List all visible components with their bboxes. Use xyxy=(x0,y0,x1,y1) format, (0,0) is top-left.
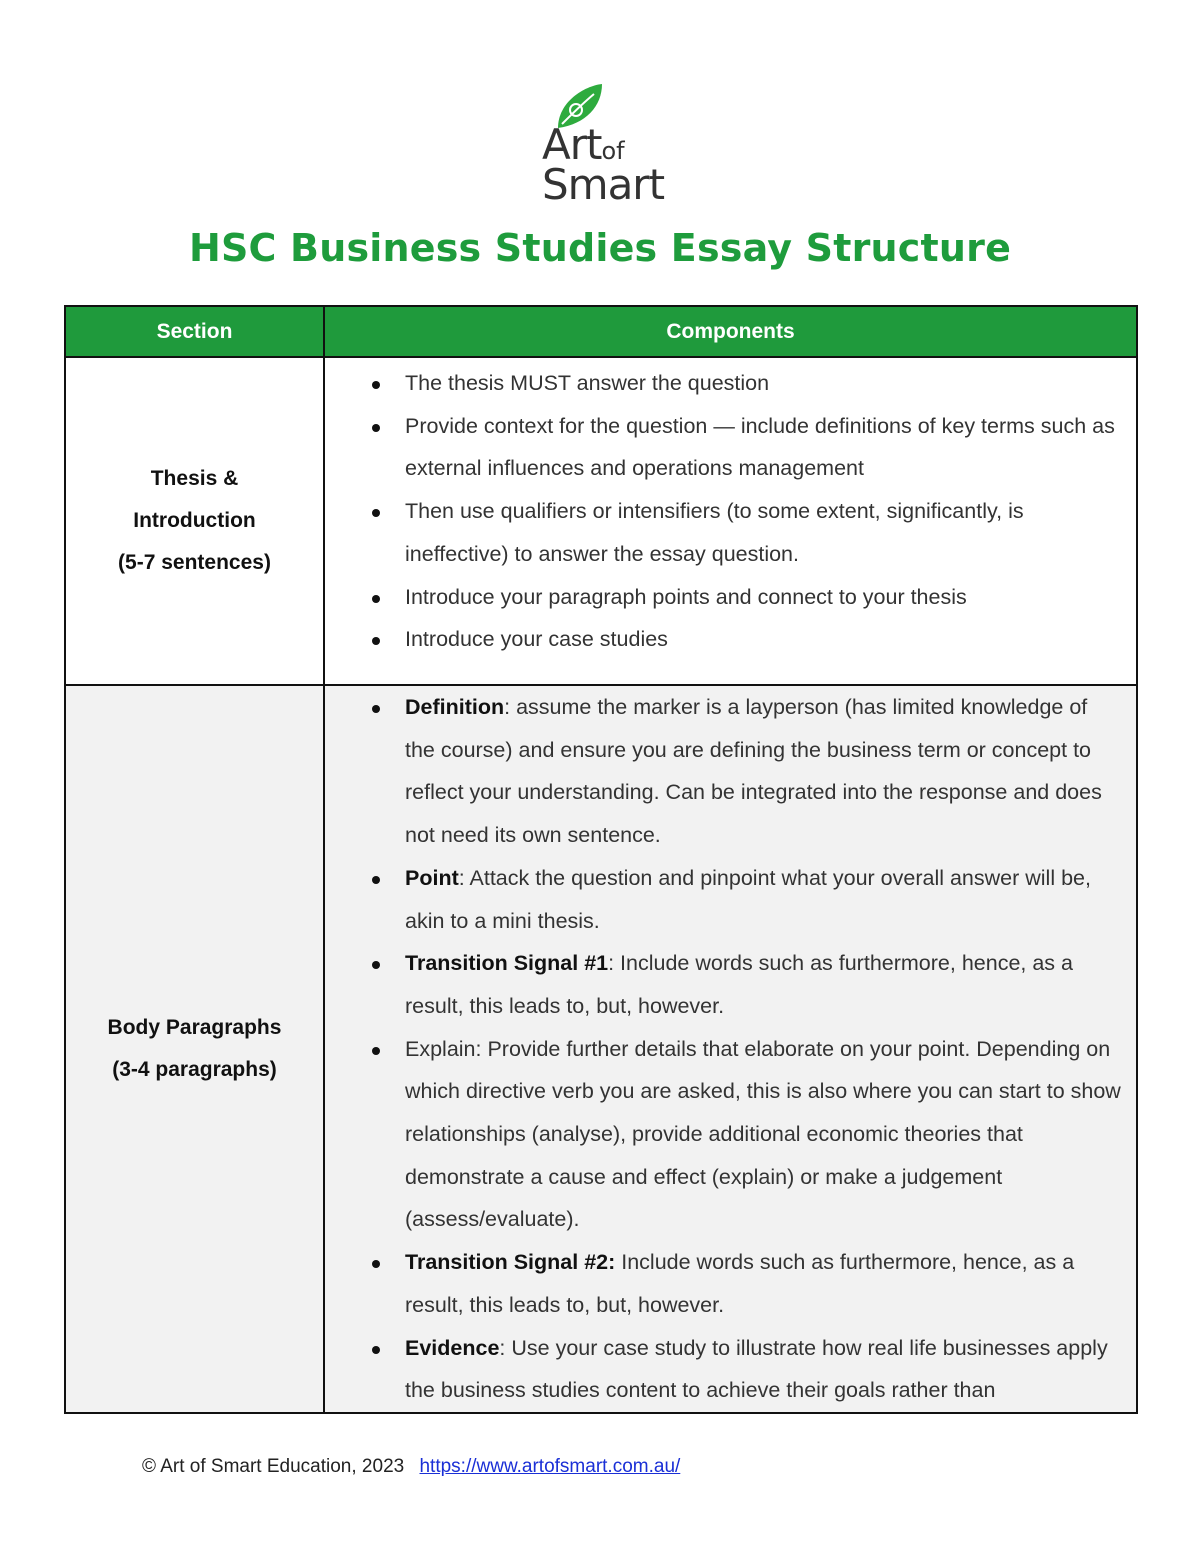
item-text: Include words such as furthermore, hence, as a result, this leads to, but, however. xyxy=(405,1250,1075,1317)
item-text: The thesis MUST answer the question xyxy=(405,371,770,395)
item-label: Evidence xyxy=(405,1335,500,1360)
logo-smart-text: Smart xyxy=(542,160,665,209)
list-item xyxy=(405,942,1122,1027)
components-list xyxy=(325,362,1122,661)
logo-wordmark xyxy=(542,120,665,209)
section-label-line: Introduction xyxy=(133,509,256,532)
list-item xyxy=(405,1241,1122,1326)
footer-copyright: © Art of Smart Education, 2023 xyxy=(142,1456,405,1477)
logo-of-text: of xyxy=(601,137,625,165)
list-item xyxy=(405,576,1122,619)
table-row xyxy=(65,685,1137,1413)
item-label: Definition xyxy=(405,695,505,719)
header-components: Components xyxy=(324,306,1137,357)
item-text: : Use your case study to illustrate how real life businesses apply the business studies content to achieve their goals rather than xyxy=(405,1335,1108,1403)
item-text: Introduce your paragraph points and connect to your thesis xyxy=(405,584,967,609)
header-section: Section xyxy=(65,306,324,357)
table-header-row xyxy=(65,306,1137,357)
essay-structure-table xyxy=(64,305,1138,1414)
item-label: Point xyxy=(405,865,459,890)
section-label-line: (5-7 sentences) xyxy=(118,551,271,574)
components-cell xyxy=(324,357,1137,685)
list-item xyxy=(405,405,1122,490)
list-item xyxy=(405,490,1122,575)
section-cell xyxy=(65,685,324,1413)
logo-art-text: Art xyxy=(542,120,602,169)
list-item xyxy=(405,618,1122,661)
list-item xyxy=(405,857,1122,942)
item-label: Transition Signal #2: xyxy=(405,1250,616,1275)
footer xyxy=(142,1456,680,1478)
item-text: Provide context for the question — include definitions of key terms such as external influences and operations management xyxy=(405,413,1115,481)
item-text: : assume the marker is a layperson (has limited knowledge of the course) and ensure you are defining the business term or concept to reflect your understanding. Can be integrated into the response and does not need its own sentence. xyxy=(405,695,1102,848)
item-text: Then use qualifiers or intensifiers (to some extent, significantly, is ineffective) to answer the essay question. xyxy=(405,499,1024,566)
list-item xyxy=(405,686,1122,857)
page-title: HSC Business Studies Essay Structure xyxy=(188,226,1012,270)
list-item xyxy=(405,1028,1122,1242)
components-list xyxy=(325,686,1122,1412)
item-label: Transition Signal #1 xyxy=(405,951,609,976)
item-text: : Include words such as furthermore, hence, as a result, this leads to, but, however. xyxy=(405,951,1073,1018)
item-text: Introduce your case studies xyxy=(405,627,668,652)
item-text: Explain: Provide further details that elaborate on your point. Depending on which directive verb you are asked, this is also where you can start to show relationships (analyse), provide additional economic theories that demonstrate a cause and effect (explain) or make a judgement (assess/evaluate). xyxy=(405,1036,1121,1232)
table-row xyxy=(65,357,1137,685)
section-cell xyxy=(65,357,324,685)
section-label-line: (3-4 paragraphs) xyxy=(112,1057,277,1081)
section-label-line: Thesis & xyxy=(150,467,239,490)
footer-link[interactable]: https://www.artofsmart.com.au/ xyxy=(419,1456,681,1477)
components-cell xyxy=(324,685,1137,1413)
section-label-line: Body Paragraphs xyxy=(107,1015,282,1039)
list-item xyxy=(405,1327,1122,1412)
list-item xyxy=(405,362,1122,405)
item-text: : Attack the question and pinpoint what your overall answer will be, akin to a mini thesis. xyxy=(405,865,1091,933)
